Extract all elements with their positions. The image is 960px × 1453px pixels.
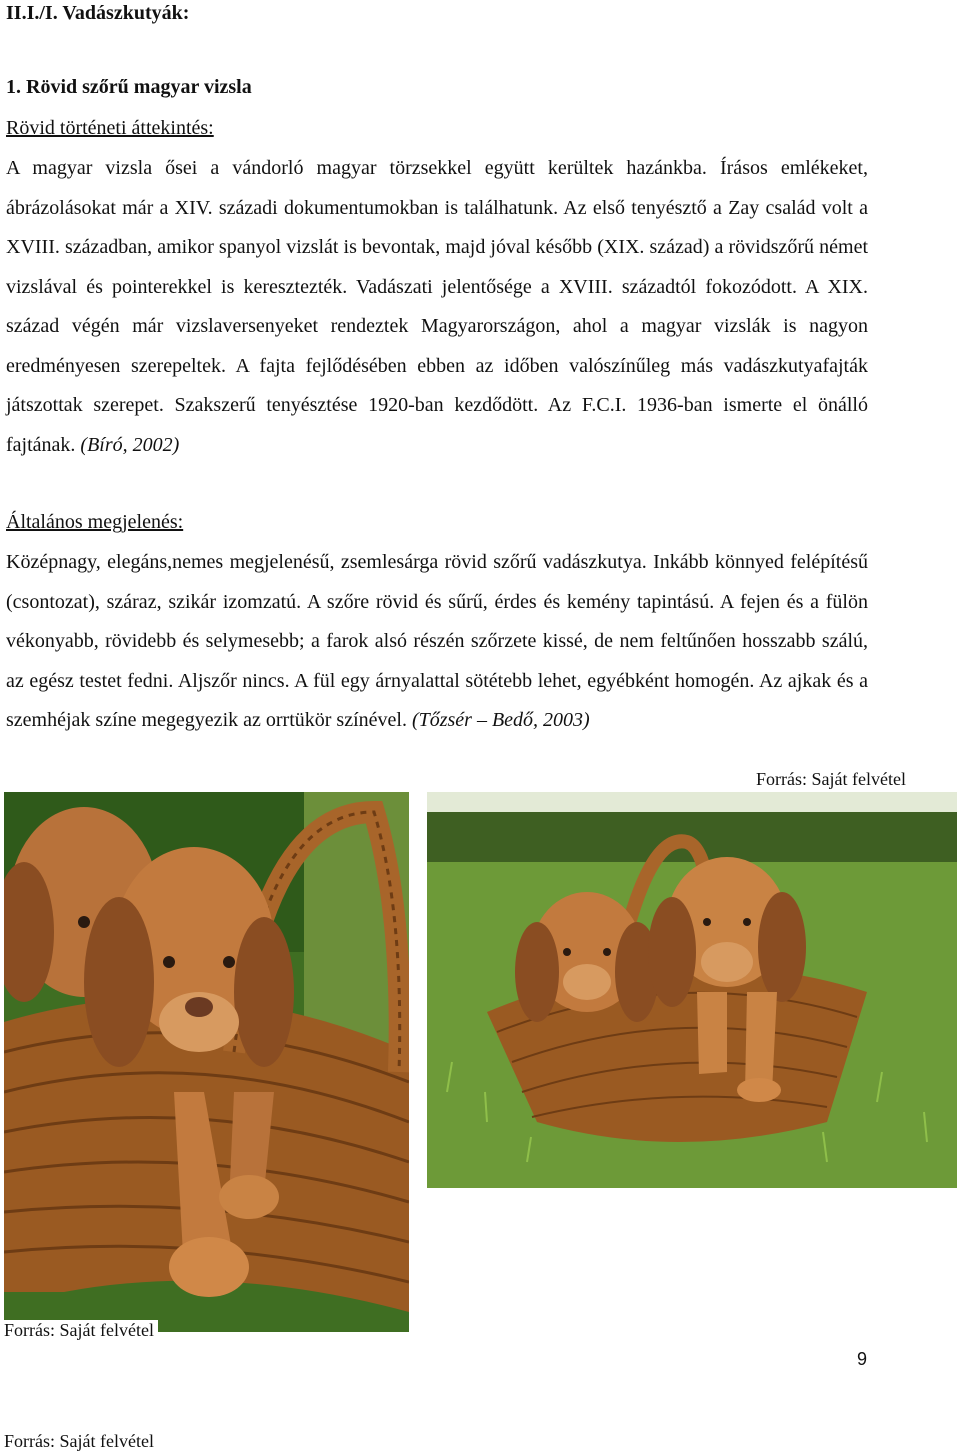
- appearance-heading: Általános megjelenés:: [6, 511, 184, 533]
- section-title: II.I./I. Vadászkutyák:: [6, 2, 190, 24]
- appearance-paragraph: [6, 543, 868, 741]
- left-photo: [4, 792, 409, 1332]
- footer-caption: Forrás: Saját felvétel: [4, 1431, 154, 1451]
- appearance-text: Középnagy, elegáns,nemes megjelenésű, zsemlesárga rövid szőrű vadászkutya. Inkább könnyed felépítésű (csontozat), száraz, szikár izomzatú. A szőre rövid és sűrű, érdes és kemény tapintású. A fejen és a fülön vékonyabb, rövidebb és selymesebb; a farok alsó részén szőrzete kissé, de nem feltűnően hosszabb szálú, az egész testet fedni. Aljszőr nincs. A fül egy árnyalattal sötétebb lehet, egyébként homogén. Az ajkak és a szemhéjak színe megegyezik az orrtükör színével.: [6, 551, 868, 731]
- left-photo-image: [4, 792, 409, 1332]
- right-photo-image: [427, 792, 957, 1188]
- history-paragraph: [6, 149, 868, 465]
- history-citation: (Bíró, 2002): [80, 433, 180, 456]
- breed-title: 1. Rövid szőrű magyar vizsla: [6, 76, 252, 98]
- page-number: 9: [857, 1349, 868, 1369]
- left-photo-caption: Forrás: Saját felvétel: [4, 1320, 158, 1341]
- appearance-citation: (Tőzsér – Bedő, 2003): [411, 709, 590, 731]
- history-text: A magyar vizsla ősei a vándorló magyar törzsekkel együtt kerültek hazánkba. Írásos emlékeket, ábrázolásokat már a XIV. századi dokumentumokban is találhatunk. Az első tenyésztő a Zay család volt a XVIII. században, amikor spanyol vizslát is bevontak, majd jóval később (XIX. század) a rövidszőrű német vizslával és pointerekkel is keresztezték. Vadászati jelentősége a XVIII. századtól fokozódott. A XIX. század végén már vizslaversenyeket rendeztek Magyarországon, ahol a magyar vizslák is nagyon eredményesen szerepeltek. A fajta fejlődésében ebben az időben valószínűleg más vadászkutyafajták játszottak szerepet. Szakszerű tenyésztése 1920-ban kezdődött. Az F.C.I. 1936-ban ismerte el önálló fajtának.: [6, 157, 868, 456]
- right-photo: [427, 792, 957, 1188]
- history-heading: Rövid történeti áttekintés:: [6, 117, 214, 139]
- right-photo-caption: Forrás: Saját felvétel: [756, 769, 906, 789]
